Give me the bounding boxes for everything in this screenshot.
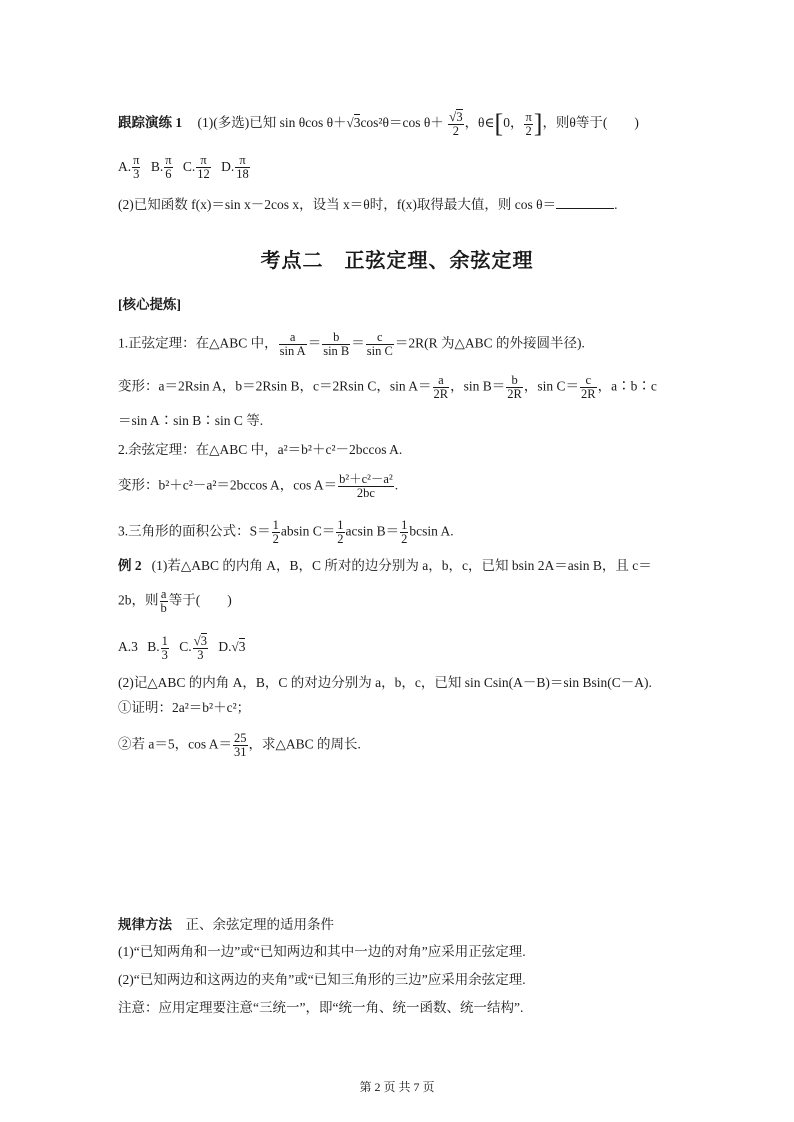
variant2: 变形：b²＋c²－a²＝2bccos A，cos A＝ $\frac{\text{b²＋c²－a²}}{2bc}$ .	[118, 472, 399, 500]
example-label: 例 2	[118, 558, 142, 573]
frac-b-sinB: $\frac{b}{\text{sin B}}$	[323, 330, 350, 358]
sqrt3: 3	[353, 115, 361, 131]
left-bracket: [	[494, 109, 504, 138]
method-label: 规律方法	[118, 917, 172, 932]
area-formula: 3.三角形的面积公式：S＝ $\frac{1}{2}$ absin C＝ $\frac{1}{2}$ acsin B＝ $\frac{1}{2}$ bcsin A.	[118, 518, 454, 546]
example2-proof: ①证明：2a²＝b²＋c²；	[118, 700, 251, 715]
example2-line2: 2b，则 $\frac{a}{b}$ 等于( )	[118, 587, 232, 615]
method-heading	[118, 916, 334, 934]
variant1-line1: 变形：a＝2Rsin A，b＝2Rsin B，c＝2Rsin C，sin A＝ $\frac{a}{2R}$ ，sin B＝ $\frac{b}{2R}$ ，sin C＝ $\frac{c}{2R}$ ，a∶b∶c	[118, 373, 657, 401]
exercise1-part2: (2)已知函数 f(x)＝sin x－2cos x，设当 x＝θ时，f(x)取得最大值，则 cos θ＝ .	[118, 197, 618, 212]
frac-c-sinC: $\frac{c}{\text{sin C}}$	[366, 330, 393, 358]
option-c[interactable]: C. $\frac{\pi}{12}$	[182, 153, 210, 181]
law-of-cosines: 2.余弦定理：在△ABC 中，a²＝b²＋c²－2bccos A.	[118, 442, 403, 457]
answer-blank[interactable]	[556, 196, 614, 209]
sqrt-symbol: √	[346, 115, 354, 131]
variant1-line2: ＝sin A∶sin B∶sin C 等.	[118, 413, 264, 428]
core-heading: [核心提炼]	[118, 297, 181, 312]
option-b[interactable]: B. $\frac{\pi}{6}$	[150, 153, 172, 181]
method-item-2: (2)“已知两边和这两边的夹角”或“已知三角形的三边”应采用余弦定理.	[118, 972, 526, 987]
ex2-option-a[interactable]: A.3	[118, 639, 138, 655]
exercise1-text-a: (1)(多选)已知 sin θcos θ＋	[197, 115, 347, 131]
frac-pi-over-2: $\frac{\pi}{2}$	[525, 109, 532, 138]
right-bracket: ]	[533, 109, 543, 138]
frac-sqrt3-over-2: $\frac{√3}{2}$	[449, 109, 463, 138]
section-title: 考点二 正弦定理、余弦定理	[260, 248, 534, 272]
option-a[interactable]: A. $\frac{\pi}{3}$	[118, 153, 140, 181]
example2-options	[118, 634, 245, 662]
exercise1-tail: ，则θ等于( )	[542, 115, 639, 131]
exercise1-text-b: cos²θ＝cos θ＋	[360, 115, 444, 131]
exercise1-part2-text: (2)已知函数 f(x)＝sin x－2cos x，设当 x＝θ时，f(x)取得最大值，则 cos θ＝	[118, 197, 557, 212]
exercise1-options	[118, 154, 251, 181]
option-d[interactable]: D. $\frac{\pi}{18}$	[221, 153, 249, 181]
exercise-label: 跟踪演练 1	[118, 115, 183, 131]
ex2-option-c[interactable]: C. $\frac{√3}{3}$	[179, 633, 208, 662]
interval-zero: 0，	[503, 115, 524, 131]
method-title: 正、余弦定理的适用条件	[172, 917, 334, 932]
page-footer: 第 2 页 共 7 页	[359, 1080, 435, 1094]
method-item-1: (1)“已知两角和一边”或“已知两边和其中一边的对角”应采用正弦定理.	[118, 944, 526, 959]
frac-a-sinA: $\frac{a}{\text{sin A}}$	[279, 330, 306, 358]
example2-part2: (2)记△ABC 的内角 A，B，C 的对边分别为 a，b，c，已知 sin Csin(A－B)＝sin Bsin(C－A).	[118, 675, 652, 690]
exercise1-question	[118, 110, 639, 138]
example2-question: ②若 a＝5，cos A＝ $\frac{25}{31}$ ，求△ABC 的周长.	[118, 731, 361, 759]
example2-line1: 例 2 (1)若△ABC 的内角 A，B，C 所对的边分别为 a，b，c，已知 bsin 2A＝asin B，且 c＝	[118, 558, 652, 573]
exercise1-cond: ，θ∈	[464, 115, 495, 131]
law-of-sines: 1.正弦定理：在△ABC 中， $\frac{a}{\text{sin A}}$ ＝ $\frac{b}{\text{sin B}}$ ＝ $\frac{c}{\text{sin C}}$ ＝2R(R 为△ABC 的外接圆半径).	[118, 330, 585, 358]
ex2-option-d[interactable]: D.√3	[218, 639, 246, 655]
method-note: 注意：应用定理要注意“三统一”，即“统一角、统一函数、统一结构”.	[118, 1000, 524, 1015]
ex2-option-b[interactable]: B. $\frac{1}{3}$	[147, 633, 168, 662]
